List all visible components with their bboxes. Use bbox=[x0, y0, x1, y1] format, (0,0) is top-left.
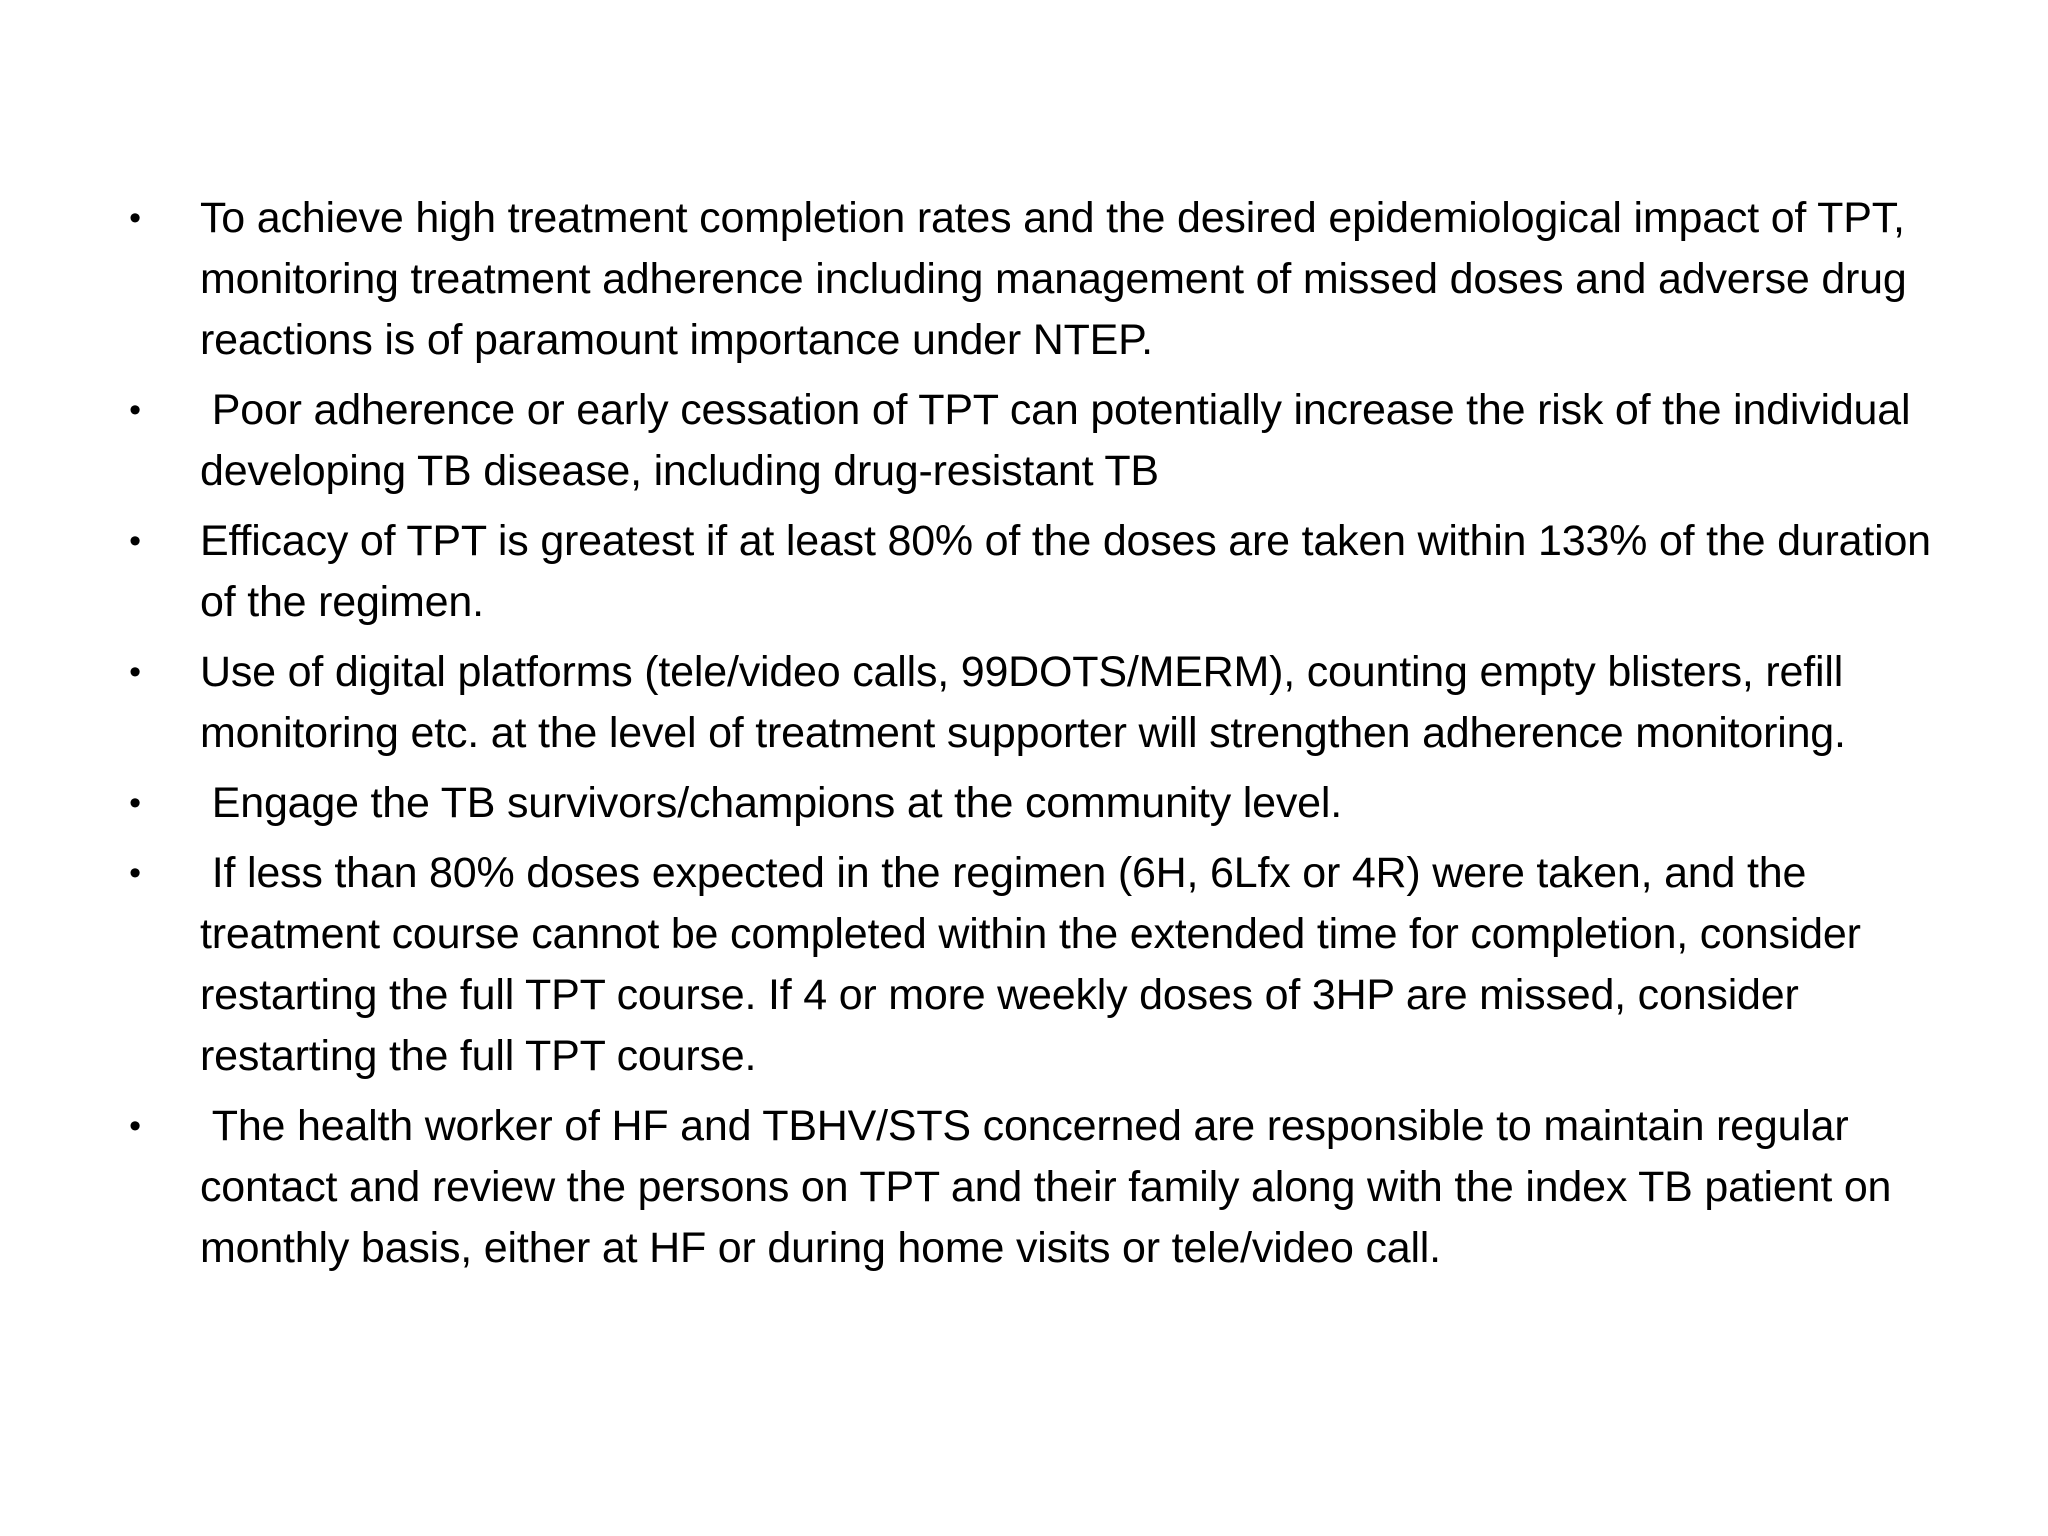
list-item bbox=[120, 511, 1940, 633]
bullet-icon: • bbox=[129, 522, 141, 560]
bullet-text: Engage the TB survivors/champions at the community level. bbox=[200, 779, 1342, 827]
bullet-text: Efficacy of TPT is greatest if at least 80% of the doses are taken within 133% of the duration of the regimen. bbox=[200, 517, 1931, 626]
list-item bbox=[120, 1096, 1940, 1279]
bullet-icon: • bbox=[129, 1107, 141, 1145]
list-item bbox=[120, 642, 1940, 764]
bullet-text: Use of digital platforms (tele/video calls, 99DOTS/MERM), counting empty blisters, refill monitoring etc. at the level of treatment supporter will strengthen adherence monitoring. bbox=[200, 648, 1846, 757]
bullet-icon: • bbox=[129, 391, 141, 429]
list-item bbox=[120, 188, 1940, 371]
bullet-icon: • bbox=[129, 653, 141, 691]
bullet-icon: • bbox=[129, 784, 141, 822]
list-item bbox=[120, 773, 1940, 834]
list-item bbox=[120, 380, 1940, 502]
bullet-text: To achieve high treatment completion rates and the desired epidemiological impact of TPT, monitoring treatment adherence including management of missed doses and adverse drug reactions is of paramount importance under NTEP. bbox=[200, 194, 1907, 364]
bullet-icon: • bbox=[129, 854, 141, 892]
bullet-icon: • bbox=[129, 199, 141, 237]
bullet-list bbox=[120, 188, 1940, 1279]
bullet-text: The health worker of HF and TBHV/STS concerned are responsible to maintain regular contact and review the persons on TPT and their family along with the index TB patient on monthly basis, either at HF or during home visits or tele/video call. bbox=[200, 1102, 1904, 1272]
list-item bbox=[120, 843, 1940, 1087]
bullet-text: If less than 80% doses expected in the regimen (6H, 6Lfx or 4R) were taken, and the treatment course cannot be completed within the extended time for completion, consider restarting the full TPT course. If 4 or more weekly doses of 3HP are missed, consider restarting the full TPT course. bbox=[200, 849, 1873, 1080]
bullet-text: Poor adherence or early cessation of TPT can potentially increase the risk of the individual developing TB disease, including drug-resistant TB bbox=[200, 386, 1923, 495]
slide-body bbox=[120, 188, 1940, 1288]
